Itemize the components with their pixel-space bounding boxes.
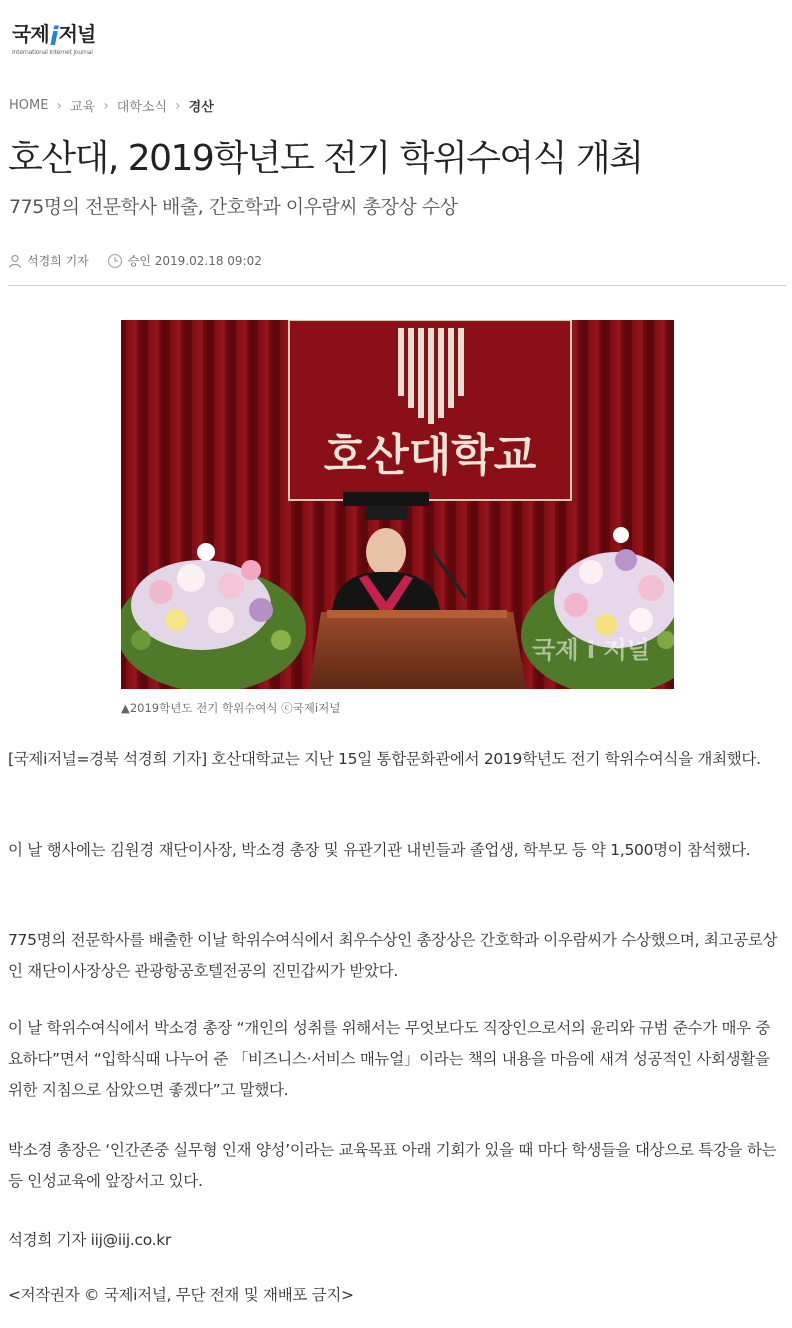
- copyright-notice: <저작권자 © 국제i저널, 무단 전재 및 재배포 금지>: [8, 1286, 354, 1304]
- article-published: 승인 2019.02.18 09:02: [127, 254, 262, 268]
- logo-prefix: 국제: [12, 22, 49, 46]
- breadcrumb: [9, 96, 214, 115]
- breadcrumb-university-news[interactable]: 대학소식: [116, 100, 168, 115]
- divider: [8, 285, 786, 286]
- article-author: 석경희 기자: [27, 254, 89, 268]
- breadcrumb-home[interactable]: HOME: [9, 98, 49, 113]
- paragraph-4: 이 날 학위수여식에서 박소경 총장 “개인의 성취를 위해서는 무엇보다도 직장인으로서의 윤리와 규범 준수가 매우 중요하다”면서 “입학식때 나누어 준 「비즈니스·서비스 매뉴얼」이라는 책의 내용을 마음에 새겨 성공적인 사회생활을 위한 지침으로 삼았으면 좋겠다”고 말했다.: [8, 1019, 771, 1099]
- ceremony-photo: [121, 320, 674, 689]
- chevron-right-icon: ›: [103, 97, 109, 114]
- logo-suffix: 저널: [58, 22, 96, 46]
- paragraph-2: 이 날 행사에는 김원경 재단이사장, 박소경 총장 및 유관기관 내빈들과 졸업생, 학부모 등 약 1,500명이 참석했다.: [8, 841, 751, 859]
- logo-i: i: [49, 22, 58, 52]
- paragraph-1: [국제i저널=경북 석경희 기자] 호산대학교는 지난 15일 통합문화관에서 2019학년도 전기 학위수여식을 개최했다.: [8, 750, 761, 768]
- site-logo[interactable]: [12, 18, 112, 62]
- breadcrumb-gyeongsan[interactable]: 경산: [188, 100, 214, 115]
- photo-watermark: 국제 i 저널: [532, 636, 650, 664]
- article-subtitle: 775명의 전문학사 배출, 간호학과 이우람씨 총장상 수상: [9, 196, 458, 218]
- clock-icon: [107, 253, 123, 269]
- user-icon: [8, 254, 22, 268]
- photo-caption: ▲2019학년도 전기 학위수여식 ⓒ국제i저널: [121, 701, 341, 715]
- paragraph-3: 775명의 전문학사를 배출한 이날 학위수여식에서 최우수상인 총장상은 간호학과 이우람씨가 수상했으며, 최고공로상인 재단이사장상은 관광항공호텔전공의 진민갑씨가 받았다.: [8, 931, 778, 980]
- logo-wordmark: [12, 18, 112, 52]
- breadcrumb-education[interactable]: 교육: [70, 100, 96, 115]
- photo-sign-text: 호산대학교: [323, 430, 537, 481]
- paragraph-5: 박소경 총장은 ‘인간존중 실무형 인재 양성’이라는 교육목표 아래 기회가 있을 때 마다 학생들을 대상으로 특강을 하는 등 인성교육에 앞장서고 있다.: [8, 1141, 777, 1190]
- chevron-right-icon: ›: [175, 97, 181, 114]
- article-signature: 석경희 기자 iij@iij.co.kr: [8, 1231, 171, 1249]
- article-meta: [8, 252, 262, 269]
- chevron-right-icon: ›: [56, 97, 63, 114]
- logo-english: International Internet Journal: [12, 49, 93, 56]
- article-photo: [121, 320, 674, 689]
- article-title: 호산대, 2019학년도 전기 학위수여식 개최: [8, 138, 643, 179]
